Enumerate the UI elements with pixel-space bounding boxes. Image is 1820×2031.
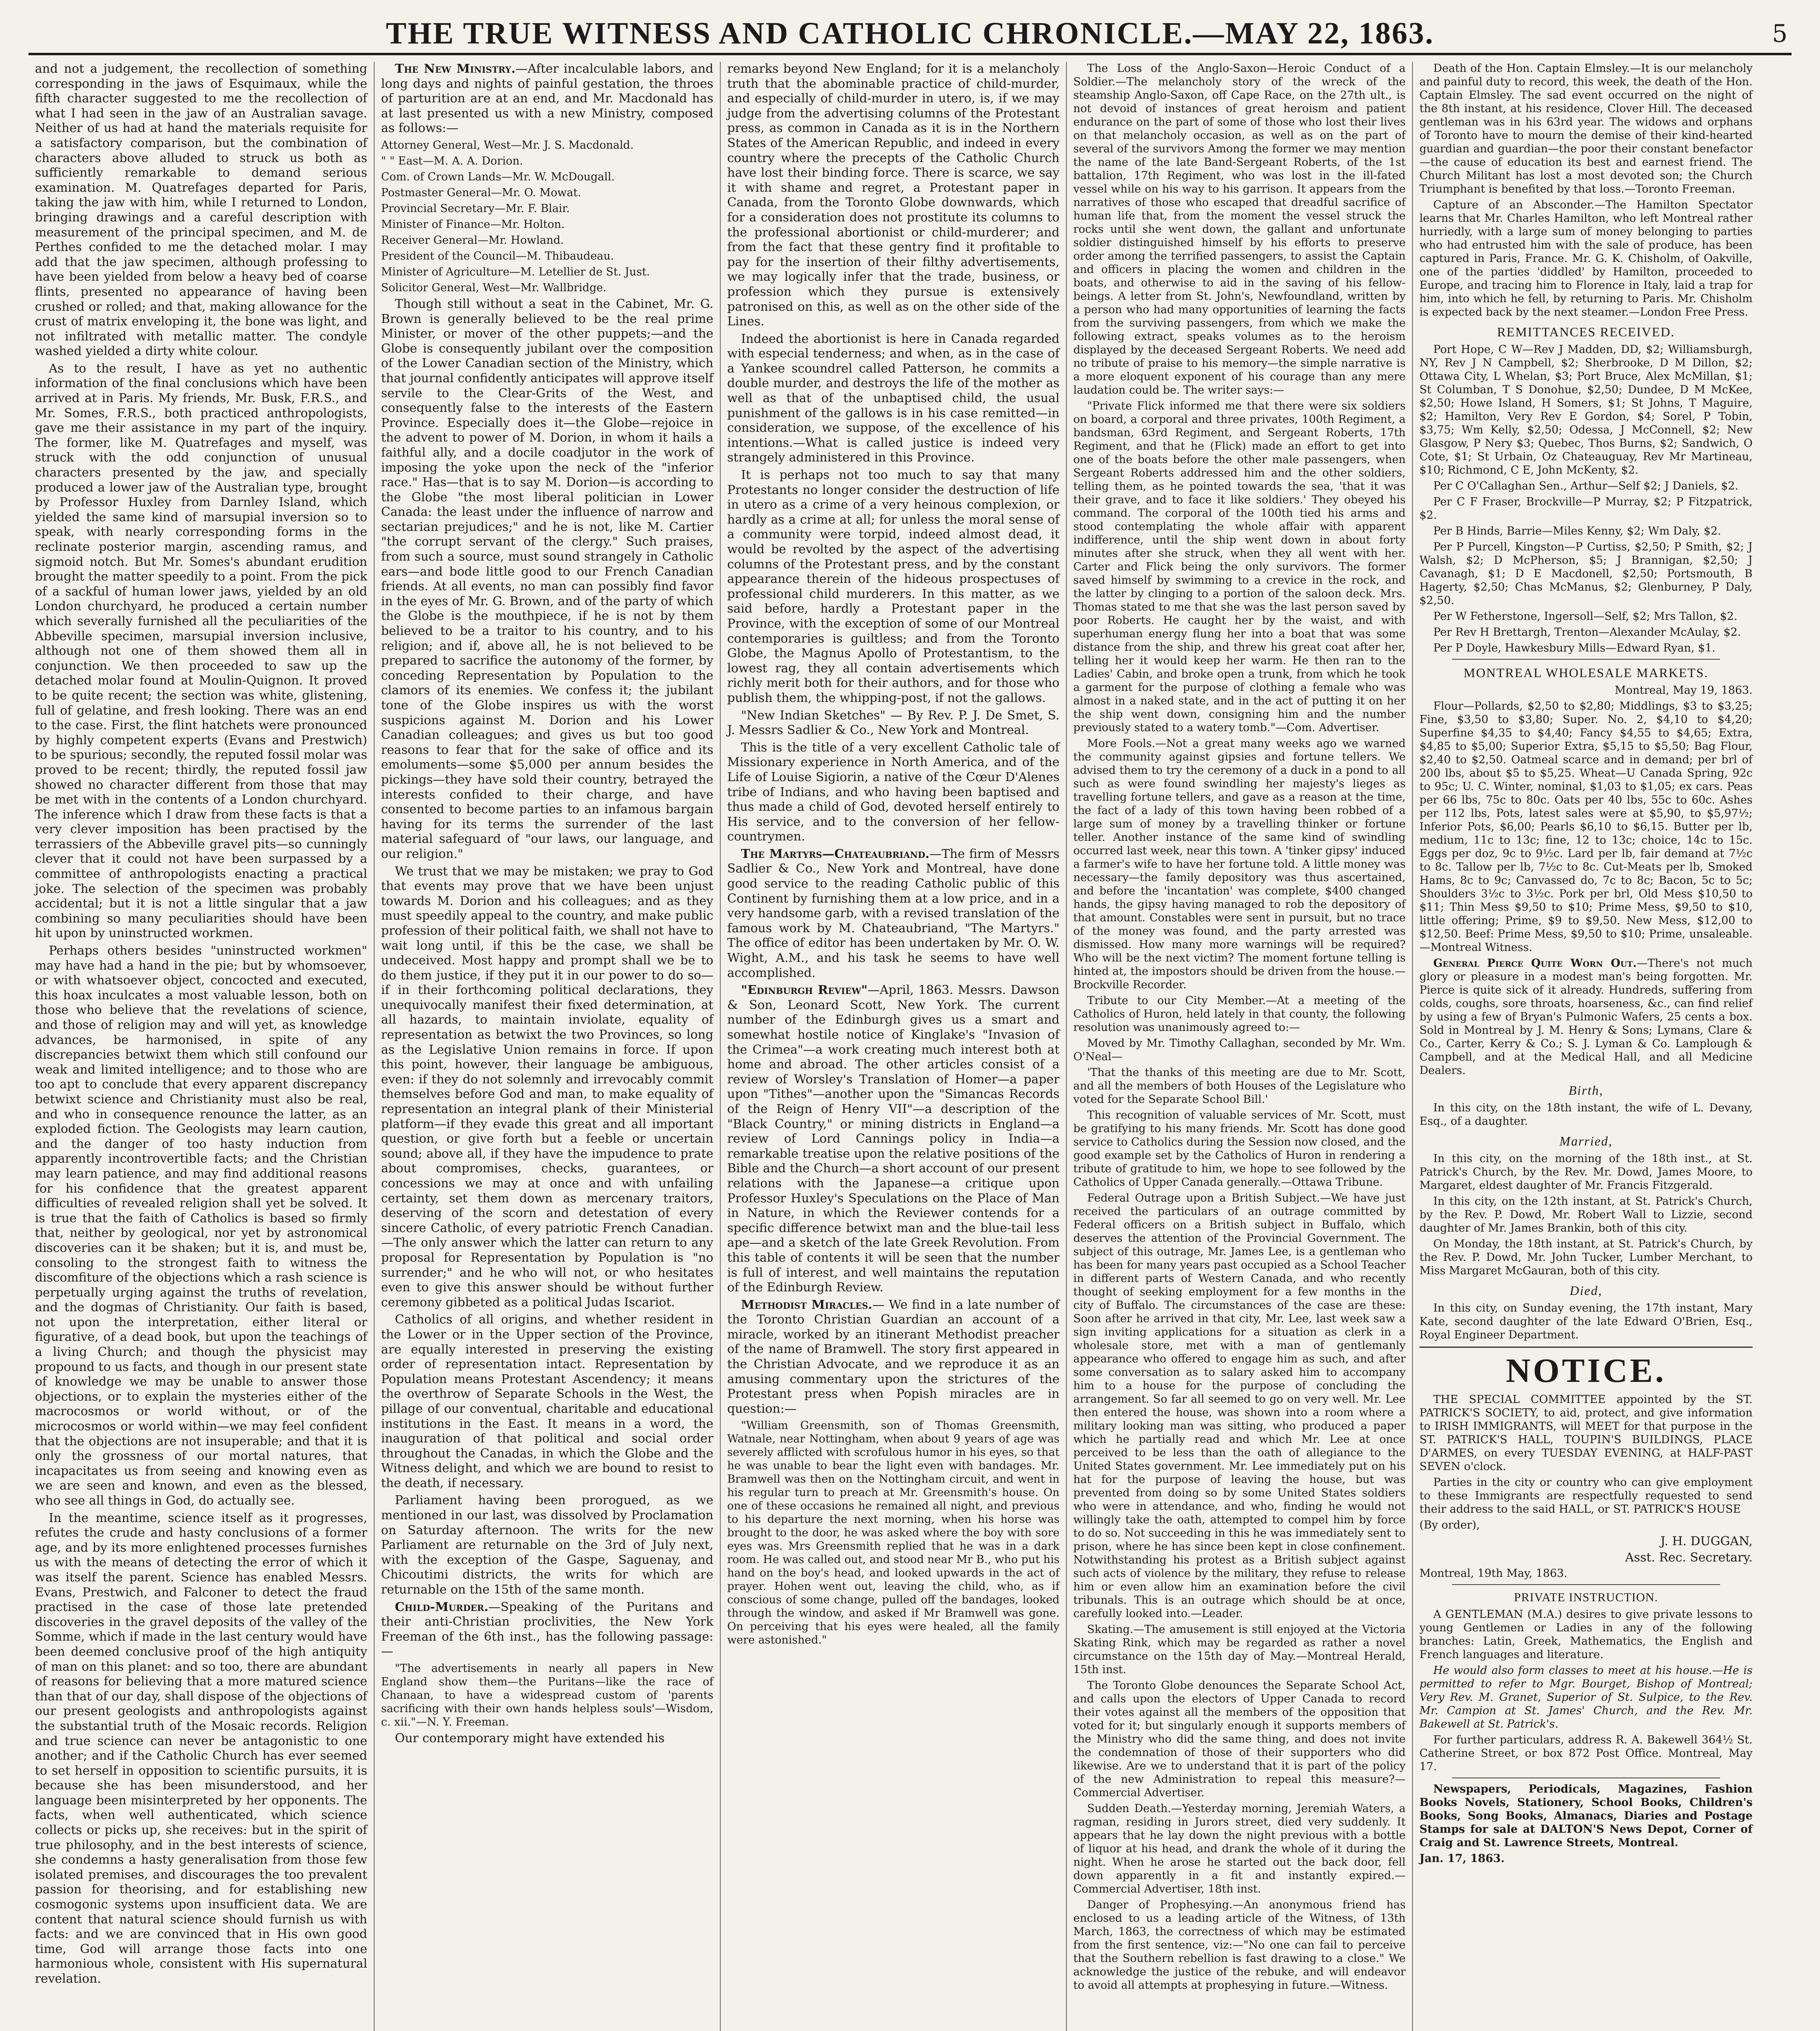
- news-item: Danger of Prophesying.—An anonymous friend has enclosed to us a leading article of the Witness, of 13th March, 1863, the correctness of which may be estimated from the first sentence, viz:—"No one can fail to perceive that the Southern rebellion is fast drawing to a close." We acknowledge the justice of the rebuke, and will endeavor to avoid all attempts at prophesying in future.—Witness.: [1073, 1899, 1406, 1992]
- birth-heading: Birth,: [1569, 1083, 1603, 1098]
- newspaper-page: [28, 16, 1792, 2031]
- marriage-notice: In this city, on the morning of the 18th inst., at St. Patrick's Church, by the Rev. Mr. Dowd, James Moore, to Margaret, eldest daughter of Mr. Francis Fitzgerald.: [1419, 1152, 1753, 1192]
- article-paragraph: and not a judgement, the recollection of something corresponding in the jaws of Esquimaux, while the fifth character suggested to me the recollection of what I had seen in the jaw of an Australian savage. Neither of us had at hand the materials requisite for a satisfactory comparison, but the combination of characters above alluded to struck us both as sufficiently remarkable to demand serious examination. M. Quatrefages departed for Paris, taking the jaw with him, while I returned to London, bringing drawings and a careful description with measurement of the principal specimen, and M. de Perthes confided to me the detached molar. I may add that the jaw specimen, although professing to have been yielded from below a heavy bed of coarse flints, presented no appearance of having been crushed or rolled; and that, making allowance for the crust of matrix enveloping it, the bone was light, and not infiltrated with metallic matter. The condyle washed yielded a dirty white colour.: [35, 62, 367, 359]
- notice-by-order: (By order),: [1419, 1519, 1480, 1531]
- miracles-heading: Methodist Miracles.: [741, 1297, 873, 1312]
- remittance-entry: Per W Fetherstone, Ingersoll—Self, $2; Mrs Tallon, $2.: [1433, 610, 1738, 623]
- column-2: [375, 62, 721, 2031]
- martyrs-heading: The Martyrs—Chateaubriand.: [741, 847, 930, 861]
- ministry-item: " " East—M. A. A. Dorion.: [381, 154, 523, 167]
- dalton-advert-date: Jan. 17, 1863.: [1419, 1852, 1505, 1865]
- death-notice: In this city, on Sunday evening, the 17th instant, Mary Kate, second daughter of the late Edward O'Brien, Esq., Royal Engineer Department.: [1419, 1302, 1753, 1341]
- remittance-entry: Per P Doyle, Hawkesbury Mills—Edward Ryan, $1.: [1433, 642, 1716, 654]
- edinburgh-article: "Edinburgh Review"—April, 1863. Messrs. Dawson & Son, Leonard Scott, New York. The current number of the Edinburgh gives us a smart and somewhat hostile notice of Kinglake's "Invasion of the Crimea"—a work creating much interest both at home and abroad. The other articles consist of a review of Worsley's Translation of Homer—a paper upon "Tithes"—another upon the "Simancas Records of the Reign of Henry VII"—a description of the "Black Country," or mining districts in England—a review of Lord Cannings policy in India—a remarkable treatise upon the relative positions of the Bible and the Church—a short account of our present relations with the Japanese—a critique upon Professor Huxley's Speculations on the Place of Man in Nature, in which the Reviewer contends for a specific difference betwixt man and the blue-tail less ape—and a sketch of the late Greek Revolution. From this table of contents it will be seen that the number is full of interest, and well maintains the reputation of the Edinburgh Review.: [727, 983, 1060, 1295]
- news-item: Death of the Hon. Captain Elmsley.—It is our melancholy and painful duty to record, this week, the death of the Hon. Captain Elmsley. The sad event occurred on the night of the 8th instant, at his residence, Clover Hill. The deceased gentleman was in his 63rd year. The widows and orphans of Toronto have to mourn the demise of their kind-hearted guardian and guardian—the poor their constant benefactor—the cause of education its best and earnest friend. The Church Militant has lost a most devoted son; the Church Triumphant is benefited by that loss.—Toronto Freeman.: [1419, 62, 1753, 195]
- martyrs-article: The Martyrs—Chateaubriand.—The firm of Messrs Sadlier & Co., New York and Montreal, have done good service to the reading Catholic public of this Continent by furnishing them at a low price, and in a very handsome garb, with a revised translation of the famous work by M. Chateaubriand, "The Martyrs." The office of editor has been undertaken by Mr. O. W. Wight, A.M., and his task he seems to have well accomplished.: [727, 847, 1060, 980]
- divider: [1452, 659, 1720, 660]
- remittance-entry: Per C O'Callaghan Sen., Arthur—Self $2; J Daniels, $2.: [1433, 480, 1739, 492]
- child-murder-heading: Child-Murder.: [395, 1600, 489, 1614]
- ministry-item: Attorney General, West—Mr. J. S. Macdonald.: [381, 139, 634, 152]
- notice-text: THE SPECIAL COMMITTEE appointed by the ST. PATRICK'S SOCIETY, to aid, protect, and give information to IRISH IMMIGRANTS, will MEET for that purpose in the ST. PATRICK'S HALL, TOUPIN'S BUILDINGS, PLACE D'ARMES, on every TUESDAY EVENING, at HALF-PAST SEVEN o'clock.: [1419, 1393, 1753, 1473]
- article-paragraph: Indeed the abortionist is here in Canada regarded with especial tenderness; and when, as in the case of a Yankee scoundrel called Patterson, he commits a double murder, and destroys the life of the mother as well as that of the unbaptised child, the usual punishment of the gallows is in his case remitted—in consideration, we suppose, of the excellence of his intentions.—What is called justice is indeed very strangely administered in this Province.: [727, 331, 1060, 465]
- book-notice-text: This is the title of a very excellent Catholic tale of Missionary experience in North America, and of the Life of Louise Sigiorin, a native of the Cœur D'Alenes tribe of Indians, and who having been baptised and thus made a child of God, devoted herself entirely to His service, and to the conversion of her fellow-countrymen.: [727, 740, 1060, 844]
- ministry-item: Minister of Agriculture—M. Letellier de St. Just.: [381, 265, 650, 278]
- news-item: "Private Flick informed me that there were six soldiers on board, a corporal and three privates, 100th Regiment, a bandsman, 63rd Regiment, and Sergeant Roberts, 17th Regiment, and that he (Flick) made an effort to get into one of the boats before the other male passengers, when Sergeant Roberts addressed him and the other soldiers, telling them, as he pointed towards the sea, 'that it was their grave, and to face it like soldiers.' They obeyed his command. The corporal of the 100th tied his arms and stood contemplating the whole affair with apparent indifference, until the ship went down in about forty minutes after she struck, when they all went with her. Carter and Flick being the only survivors. The former saved himself by swimming to a crevice in the rock, and the latter by clinging to a portion of the saloon deck. Mrs. Thomas stated to me that she was the last person saved by poor Roberts. He caught her by the waist, and with superhuman energy flung her into a boat that was some distance from the ship, and threw his great coat after her, telling her it would keep her warm. He then ran to the Ladies' Cabin, and broke open a trunk, from which he took a garment for the purpose of clothing a female who was almost in a naked state, and in the act of putting it on her the ship went down, consigning him and the number previously stated to a watery tomb."—Com. Advertiser.: [1073, 400, 1406, 734]
- notice-heading: NOTICE.: [1419, 1347, 1753, 1390]
- markets-prices: Flour—Pollards, $2,50 to $2,80; Middlings, $3 to $3,25; Fine, $3,50 to $3,80; Super. No. 2, $4,10 to $4,20; Superfine $4,35 to $4,40; Fancy $4,55 to $4,65; Extra, $4,85 to $5,00; Superior Extra, $5,15 to $5,50; Bag Flour, $2,40 to $2,50. Oatmeal scarce and in demand; per brl of 200 lbs, about $5 to $5,25. Wheat—U Canada Spring, 92c to 95c; U. C. Winter, nominal, $1,03 to $1,05; ex cars. Peas per 66 lbs, 75c to 80c. Oats per 40 lbs, 55c to 60c. Ashes per 112 lbs, Pots, latest sales were at $5,90, to $5,97½; Inferior Pots, $6,00; Pearls $6,10 to $6,15. Butter per lb, medium, 11c to 13c; fine, 12 to 13c; choice, 14c to 15c. Eggs per doz, 9c to 9½c. Lard per lb, fair demand at 7½c to 8c. Tallow per lb, 7½c to 8c. Cut-Meats per lb, Smoked Hams, 8c to 9c; Canvassed do, 7c to 8c; Bacon, 5c to 5c; Shoulders 3½c to 3½c. Pork per brl, Old Mess $10,50 to $11; Thin Mess $9,50 to $10; Prime Mess, $9,50 to $10, little offering; Prime, $9 to $9,50. New Mess, $12,00 to $12,50. Beef: Prime Mess, $9,50 to $10; Prime, unsaleable.—Montreal Witness.: [1419, 700, 1753, 954]
- news-item: Skating.—The amusement is still enjoyed at the Victoria Skating Rink, which may be regarded as rather a novel circumstance on the 15th day of May.—Montreal Herald, 15th inst.: [1073, 1623, 1406, 1676]
- masthead-title: THE TRUE WITNESS AND CATHOLIC CHRONICLE.—MAY 22, 1863.: [386, 16, 1434, 50]
- article-paragraph: Parliament having been prorogued, as we mentioned in our last, was dissolved by Proclamation on Saturday afternoon. The writs for the new Parliament are returnable on the 3rd of July next, with the exception of the Gaspe, Saguenay, and Chicoutimi districts, the writs for which are returnable on the 15th of the same month.: [381, 1493, 713, 1597]
- dalton-advert: Newspapers, Periodicals, Magazines, Fashion Books Novels, Stationery, School Books, Children's Books, Song Books, Almanacs, Diaries and Postage Stamps for sale at DALTON'S News Depot, Corner of Craig and St. Lawrence Streets, Montreal.: [1419, 1783, 1753, 1849]
- book-notice-title: "New Indian Sketches" — By Rev. P. J. De Smet, S. J. Messrs Sadlier & Co., New York and Montreal.: [727, 708, 1060, 738]
- ministry-heading: The New Ministry.: [395, 62, 516, 76]
- private-instruction-text: A GENTLEMAN (M.A.) desires to give private lessons to young Gentlemen or Ladies in any of the following branches: Latin, Greek, Mathematics, the English and French languages and literature.: [1419, 1608, 1753, 1661]
- column-4: [1067, 62, 1413, 2031]
- notice-text: Parties in the city or country who can give employment to these Immigrants are respectfully requested to send their address to the said HALL, or ST. PATRICK'S HOUSE: [1419, 1476, 1753, 1516]
- article-paragraph: Catholics of all origins, and whether resident in the Lower or in the Upper section of the Province, are equally interested in preserving the existing order of representation intact. Representation by Population means Protestant Ascendency; it means the overthrow of Separate Schools in the West, the pillage of our conventual, charitable and educational institutions in the East. It means in a word, the inauguration of that political and social order throughout the Canadas, in which the Globe and the Witness delight, and which we are bound to resist to the death, if necessary.: [381, 1312, 713, 1490]
- remittance-entry: Per C F Fraser, Brockville—P Murray, $2; P Fitzpatrick, $2.: [1419, 496, 1753, 522]
- column-1: [28, 62, 375, 2031]
- news-item: The Loss of the Anglo-Saxon—Heroic Conduct of a Soldier.—The melancholy story of the wreck of the steamship Anglo-Saxon, off Cape Race, on the 27th ult., is not devoid of instances of great heroism and patient endurance on the part of some of those who lost their lives on that melancholy occasion, as well as on the part of several of the survivors Among the former we may mention the name of the late Band-Sergeant Roberts, of the 1st battalion, 17th Regiment, who was lost in the ill-fated vessel while on his way to his garrison. It appears from the narratives of those who escaped that dreadful sacrifice of human life that, from the moment the vessel struck the rocks until she went down, the gallant and unfortunate soldier distinguished himself by his efforts to preserve order among the terrified passengers, to assist the Captain and officers in placing the women and children in the boats, and otherwise to aid in the saving of his fellow-beings. A letter from St. John's, Newfoundland, written by a person who had many opportunities of learning the facts from the surviving passengers, from which we make the following extract, speaks volumes as to the heroism displayed by the deceased Sergeant Roberts. We need add no tribute of praise to his memory—the simple narrative is a more eloquent exponent of his courage than any mere laudation could be. The writer says:—: [1073, 62, 1406, 396]
- news-item: Tribute to our City Member.—At a meeting of the Catholics of Huron, held lately in that county, the following resolution was unanimously agreed to:—: [1073, 994, 1406, 1034]
- married-heading: Married,: [1559, 1134, 1613, 1148]
- news-item: This recognition of valuable services of Mr. Scott, must be gratifying to his many friends. Mr. Scott has done good service to Catholics during the Session now closed, and the good example set by the Catholics of Huron in rendering a tribute of gratitude to him, we hope to see followed by the Catholics of Upper Canada generally.—Ottawa Tribune.: [1073, 1109, 1406, 1189]
- ministry-item: Solicitor General, West—Mr. Wallbridge.: [381, 281, 607, 294]
- private-instruction-heading: PRIVATE INSTRUCTION.: [1514, 1591, 1658, 1604]
- ministry-item: President of the Council—M. Thibaudeau.: [381, 249, 614, 262]
- notice-signature-title: Asst. Rec. Secretary.: [1625, 1550, 1753, 1565]
- child-murder-article: Child-Murder.—Speaking of the Puritans and their anti-Christian proclivities, the New York Freeman of the 6th inst., has the following passage:—: [381, 1600, 713, 1659]
- ministry-item: Postmaster General—Mr. O. Mowat.: [381, 186, 581, 199]
- news-item: The Toronto Globe denounces the Separate School Act, and calls upon the electors of Upper Canada to record their votes against all the members of the opposition that voted for it; but singularly enough it supports members of the Ministry who did the same thing, and does not invite the condemnation of those of their supporters who did likewise. Are we to understand that it is part of the policy of the new Administration to repeal this measure?—Commercial Advertiser.: [1073, 1679, 1406, 1799]
- divider: [1452, 1584, 1720, 1585]
- column-5: [1413, 62, 1759, 2031]
- news-item: Moved by Mr. Timothy Callaghan, seconded by Mr. Wm. O'Neal—: [1073, 1037, 1406, 1063]
- remittances-heading: REMITTANCES RECEIVED.: [1497, 325, 1675, 339]
- markets-dateline: Montreal, May 19, 1863.: [1614, 684, 1753, 697]
- page-number: 5: [1772, 19, 1788, 48]
- died-heading: Died,: [1569, 1283, 1603, 1298]
- article-paragraph: As to the result, I have as yet no authentic information of the final conclusions which have been arrived at in Paris. My friends, Mr. Busk, F.R.S., and Mr. Somes, F.R.S., both practiced anthropologists, gave me their assistance in my part of the inquiry. The former, like M. Quatrefages and myself, was struck with the odd conjunction of unusual characters presented by the jaw, and specially produced a lower jaw of the Australian type, brought by Professor Huxley from Darnley Island, which yielded the same kind of marsupial inversion so to speak, with nearly corresponding forms in the reclinate posterior margin, ascending ramus, and sigmoid notch. But Mr. Somes's abundant erudition brought the matter speedily to a point. From the pick of a sackful of human lower jaws, yielded by an old London churchyard, he produced a certain number which severally furnished all the peculiarities of the Abbeville specimen, marsupial inversion inclusive, although not one of them showed them all in conjunction. We then proceeded to saw up the detached molar found at Moulin-Quignon. It proved to be quite recent; the section was white, glistening, full of gelatine, and fresh looking. There was an end to the case. First, the flint hatchets were pronounced by highly competent experts (Evans and Prestwich) to be spurious; secondly, the reputed fossil molar was proved to be recent; thirdly, the reputed fossil jaw showed no character different from those that may be met with in the contents of a London churchyard. The inference which I draw from these facts is that a very clever imposition has been practised by the terrassiers of the Abbeville gravel pits—so cunningly clever that it could not have been surpassed by a committee of anthropologists enacting a practical joke. The selection of the specimen was probably accidental; but it is not a little singular that a jaw combining so many peculiarities should have been hit upon by uninstructed workmen.: [35, 361, 367, 941]
- miracles-article: Methodist Miracles.— We find in a late number of the Toronto Christian Guardian an account of a miracle, worked by an itinerant Methodist preacher of the name of Bramwell. The story first appeared in the Christian Advocate, and we reproduce it as an amusing commentary upon the strictures of the Protestant press when Popish miracles are in question:—: [727, 1297, 1060, 1416]
- news-item: More Fools.—Not a great many weeks ago we warned the community against gipsies and fortune tellers. We advised them to try the ceremony of a duck in a pond to all such as were found swindling her majesty's lieges as travelling fortune tellers, and gave as a reason at the time, the fact of a lady of this town having been robbed of a large sum of money by a travelling thinker or fortune teller. Another instance of the same kind of swindling occurred last week, near this town. A 'tinker gipsy' induced a farmer's wife to have her fortune told. A little money was necessary—the family depository was thus ascertained, and before the 'incantation' was complete, $400 changed hands, the gipsy having managed to rob the depository of that amount. Constables were sent in pursuit, but no trace of the money was found, and the party arrested was dismissed. How many more warnings will be required? Who will be the next victim? The moment fortune telling is hinted at, the impostors should be driven from the house.—Brockville Recorder.: [1073, 737, 1406, 991]
- marriage-notice: In this city, on the 12th instant, at St. Patrick's Church, by the Rev. P. Dowd, Mr. Robert Wall to Lizzie, second daughter of Mr. James Brankin, both of this city.: [1419, 1195, 1753, 1234]
- article-paragraph: We trust that we may be mistaken; we pray to God that events may prove that we have been unjust towards M. Dorion and his colleagues; and as they must speedily appeal to the country, and make public profession of their political faith, we shall not have to wait long until, if this be the case, we shall be undeceived. Most happy and prompt shall we be to do them justice, if they put it in our power to do so—if in their forthcoming political declarations, they unequivocally manifest their fixed determination, at all hazards, to maintain inviolate, equality of representation as betwixt the two Provinces, so long as the Legislative Union remains in force. If upon this point, however, their language be ambiguous, even: if they do not solemnly and irrevocably commit themselves before God and man, to make equality of representation an integral plank of their Ministerial platform—if they evade this great and all important question, or give forth but a feeble or uncertain sound; above all, if they have the impudence to prate about compromises, checks, guarantees, or concessions we may at once and with unfailing certainty, set them down as mercenary traitors, deserving of the scorn and detestation of every sincere Catholic, of every patriotic French Canadian.—The only answer which the latter can return to any proposal for Representation by Population is "no surrender;" and he who will not, or who hesitates even to give this answer should be without further ceremony gibbeted as a political Judas Iscariot.: [381, 864, 713, 1310]
- birth-notice: In this city, on the 18th instant, the wife of L. Devany, Esq., of a daughter.: [1419, 1102, 1753, 1128]
- news-item: 'That the thanks of this meeting are due to Mr. Scott, and all the members of both Houses of the Legislature who voted for the Separate School Bill.': [1073, 1066, 1406, 1106]
- article-paragraph: remarks beyond New England; for it is a melancholy truth that the abominable practice of child-murder, and especially of child-murder in utero, is, if we may judge from the advertising columns of the Protestant press, as common in Canada as it is in the Northern States of the American Republic, and indeed in every country where the precepts of the Catholic Church have lost their binding force. There is scarce, we say it with shame and regret, a Protestant paper in Canada, from the Toronto Globe downwards, which for a consideration does not prostitute its columns to the professional abortionist or child-murderer; and from the fact that these gentry find it profitable to pay for the insertion of their filthy advertisements, we may logically infer that the trade, business, or profession which they pursue is extensively patronised on this, as well as on the other side of the Lines.: [727, 62, 1060, 329]
- ministry-item: Minister of Finance—Mr. Holton.: [381, 218, 565, 231]
- news-item: Sudden Death.—Yesterday morning, Jeremiah Waters, a ragman, residing in Jurors street, died very suddenly. It appears that he lay down the night previous with a bottle of liquor at his head, and drank the whole of it during the night. When he arose he started out the back door, fell down apparently in a fit and instantly expired.—Commercial Advertiser, 18th inst.: [1073, 1802, 1406, 1895]
- article-paragraph: Perhaps others besides "uninstructed workmen" may have had a hand in the pie; but by whomsoever, or with whatsoever object, concocted and executed, this hoax inculcates a most valuable lesson, both on those who believe that the revelations of science, and those of religion may and will yet, as knowledge advances, be harmonised, in spite of any discrepancies betwixt them which still confound our weak and limited intelligence; and to those who are too apt to conclude that every apparent discrepancy betwixt science and Christianity must also be real, and who in consequence renounce the latter, as an exploded fiction. The Geologists may learn caution, and the danger of too hasty induction from apparently incontrovertible facts; and the Christian may learn patience, and may find additional reasons for his confidence that the greatest apparent difficulties of revealed religion shall yet be solved. It is true that the faith of Catholics is based so firmly that, neither by geological, nor yet by astronomical discoveries can it be shaken; but it is, and must be, consoling to the strongest faith to witness the discomfiture of the objections which a rash science is perpetually urging against the truths of revelation, and the dogmas of Christianity. Our faith is based, not upon the interpretation, either literal or figurative, of a dead book, but upon the teachings of a living Church; and though the physicist may propound to us facts, and though in our present state of knowledge we may be unable to answer those objections, or to explain the mysteries either of the macrocosmos or world without, or of the microcosmos or world within—we may feel confident that the objections are not insuperable; and that it is only the grossness of our mortal natures, that incapacitates us from seeing and knowing even as we are seen and known, and even as the blessed, who see all things in God, do actually see.: [35, 944, 367, 1508]
- miracles-quote: "William Greensmith, son of Thomas Greensmith, Watnale, near Nottingham, when about 9 years of age was severely afflicted with scrofulous humor in his eyes, so that he was unable to bear the light even with bandages. Mr. Bramwell was then on the Nottingham circuit, and went in his regular turn to preach at Mr. Greensmith's house. On one of these occasions he remained all night, and previous to his departure the next morning, when his horse was brought to the door, he was asked where the boy with sore eyes was. Mrs Greensmith replied that he was in a dark room. He was called out, and stood near Mr B., who put his hand on the boy's head, and looked upwards in the act of prayer. Hohen went out, leaving the child, who, as if conscious of some change, pulled off the bandages, looked through the window, and asked if Mr Bramwell was gone. On perceiving that his eyes were healed, all the family were astonished.": [727, 1419, 1060, 1647]
- private-instruction-text: He would also form classes to meet at his house.—He is permitted to refer to Mgr. Bourget, Bishop of Montreal; Very Rev. M. Granet, Superior of St. Sulpice, to the Rev. Mr. Campion at St. James' Church, and the Rev. Mr. Bakewell at St. Patrick's.: [1419, 1664, 1753, 1730]
- pierce-heading: General Pierce Quite Worn Out.: [1433, 957, 1637, 970]
- remittance-entry: Per P Purcell, Kingston—P Curtiss, $2,50; P Smith, $2; J Walsh, $2; D McPherson, $5; J Brannigan, $2,50; J Cavanagh, $1; D E Macdonell, $2,50; Portsmouth, B Hagerty, $2,50; Chas McManus, $2; Glenburney, P Daly, $2,50.: [1419, 541, 1753, 607]
- ministry-article: The New Ministry.—After incalculable labors, and long days and nights of painful gestation, the throes of parturition are at an end, and Mr. Macdonald has at last presented us with a new Ministry, composed as follows:—: [381, 62, 713, 136]
- private-instruction-text: For further particulars, address R. A. Bakewell 364½ St. Catherine Street, or box 872 Post Office. Montreal, May 17.: [1419, 1734, 1753, 1773]
- child-murder-quote: "The advertisements in nearly all papers in New England show them—the Puritans—like the race of Chanaan, to have a widespread custom of 'parents sacrificing with their own hands helpless souls'—Wisdom, c. xii."—N. Y. Freeman.: [381, 1662, 713, 1728]
- notice-signature: J. H. DUGGAN,: [1660, 1534, 1753, 1548]
- article-paragraph: Our contemporary might have extended his: [395, 1731, 665, 1745]
- notice-date: Montreal, 19th May, 1863.: [1419, 1567, 1567, 1580]
- pierce-advert: General Pierce Quite Worn Out.—There's not much glory or pleasure in a modest man's being forgotten. Mr. Pierce is quite sick of it already. Hundreds, suffering from colds, coughs, sore throats, hoarseness, &c., can find relief by using a few of Bryan's Pulmonic Wafers, 25 cents a box. Sold in Montreal by J. M. Henry & Sons; Lymans, Clare & Co., Carter, Kerry & Co.; S. J. Lyman & Co. Lamplough & Campbell, and at the Medical Hall, and all Medicine Dealers.: [1419, 957, 1753, 1077]
- article-paragraph: Though still without a seat in the Cabinet, Mr. G. Brown is generally believed to be the real prime Minister, or mover of the other puppets;—and the Globe is consequently jubilant over the composition of the Lower Canadian section of the Ministry, which that journal confidently anticipates will approve itself servile to the Clear-Grits of the West, and consequently false to the interests of the Eastern Province. Especially does it—the Globe—rejoice in the advent to power of M. Dorion, in whom it hails a faithful ally, and a docile coadjutor in the work of imposing the yoke upon the neck of the "inferior race." Has—that is to say M. Dorion—is according to the Globe "the most liberal politician in Lower Canada: the least under the influence of narrow and sectarian prejudices;" and he is not, like M. Cartier "the corrupt servant of the clergy." Such praises, from such a source, must sound strangely in Catholic ears—and bode little good to our French Canadian friends. At all events, no man can possibly find favor in the eyes of Mr. G. Brown, and of the party of which the Globe is the mouthpiece, if he is not by them believed to be a traitor to his country, and to his religion; and if, above all, he is not believed to be prepared to sacrifice the autonomy of the former, by conceding Representation by Population to the clamors of its enemies. We confess it; the jubilant tone of the Globe inspires us with the worst suspicions against M. Dorion and his Lower Canadian colleagues; and gives us but too good reasons to fear that for the sake of office and its emoluments—some $5,000 per annum besides the pickings—they have sold their country, betrayed the interests confided to their charge, and have consented to become parties to an infamous bargain having for its terms the surrender of the last material safeguard of "our laws, our language, and our religion.": [381, 297, 713, 861]
- masthead: [28, 16, 1792, 55]
- remittance-entry: Port Hope, C W—Rev J Madden, DD, $2; Williamsburgh, NY, Rev J N Campbell, $2; Sherbrooke, D M Dillon, $2; Ottawa City, L Whelan, $3; Port Bruce, Alex McMillan, $1; St Columban, T S Donohue, $2,50; Dundee, D M McKee, $2,50; Howe Island, H Somers, $1; St Johns, T Maguire, $2; Hamilton, Very Rev E Gordon, $4; Sorel, P Tobin, $3,75; Wm Kelly, $2,50; Odessa, J McConnell, $2; New Glasgow, P Nery $3; Quebec, Thos Burns, $2; Sandwich, O Cote, $1; St Urbain, Oz Chateauguay, Rev Mr Martineau, $10; Richmond, C E, John McKenty, $2.: [1419, 343, 1753, 476]
- ministry-item: Receiver General—Mr. Howland.: [381, 234, 564, 247]
- news-item: Capture of an Absconder.—The Hamilton Spectator learns that Mr. Charles Hamilton, who left Montreal rather hurriedly, with a large sum of money belonging to parties who had entrusted him with the sale of produce, has been captured in Paris, France. Mr. G. K. Chisholm, of Oakville, one of the parties 'diddled' by Hamilton, proceeded to Europe, and tracing him to Florence in Italy, laid a trap for him, into which he fell, by returning to Paris. Mr. Chisholm is expected back by the next steamer.—London Free Press.: [1419, 199, 1753, 318]
- article-paragraph: It is perhaps not too much to say that many Protestants no longer consider the destruction of life in utero as a crime of a very heinous complexion, or hardly as a crime at all; for unless the moral sense of a community were torpid, indeed almost dead, it would be revolted by the aspect of the advertising columns of the Protestant press, and by the constant appearance therein of the hideous prospectuses of professional child murderers. In this matter, as we said before, hardly a Protestant paper in the Province, with the exception of some of our Montreal contemporaries is guiltless; and from the Toronto Globe, the Magnus Apollo of Protestantism, to the lowest rag, they all contain advertisements which richly merit both for their authors, and for those who publish them, the whipping-post, if not the gallows.: [727, 468, 1060, 705]
- news-item: Federal Outrage upon a British Subject.—We have just received the particulars of an outrage committed by Federal officers on a British subject in Buffalo, which deserves the attention of the Provincial Government. The subject of this outrage, Mr. James Lee, is a gentleman who has been for many years past occupied as a School Teacher in different parts of Western Canada, and who recently thought of seeking employment for a few months in the city of Buffalo. The circumstances of the case are these: Soon after he arrived in that city, Mr. Lee, last week saw a sign inviting applications for a situation as clerk in a wholesale store, met with a man of gentlemanly appearance who offered to engage him as such, and after some conversation as to salary asked him to accompany him to a house for the purpose of concluding the arrangement. So far all seemed to go on very well. Mr. Lee then entered the house, was shown into a room where a military looking man was sitting, who produced a paper which he partially read and which Mr. Lee at once perceived to be less than the oath of allegiance to the United States government. Mr. Lee immediately put on his hat for the purpose of leaving the house, but was prevented from doing so by some United States soldiers who were in attendance, and who, finding he would not willingly take the oath, attempted to compel him by force to do so. Not succeeding in this he was immediately sent to prison, where he has since been kept in close confinement. Notwithstanding his protest as a British subject against such acts of violence by the military, they refuse to release him or even allow him an examination before the civil tribunals. This is an outrage which should be at once, carefully looked into.—Leader.: [1073, 1192, 1406, 1620]
- ministry-item: Provincial Secretary—Mr. F. Blair.: [381, 202, 570, 215]
- article-paragraph: In the meantime, science itself as it progresses, refutes the crude and hasty conclusions of a former age, and by its more enlightened processes furnishes us with the means of detecting the error of which it was itself the parent. Science has enabled Messrs. Evans, Prestwich, and Falconer to detect the fraud practised in the case of those late pretended discoveries in the gravel deposits of the valley of the Somme, which if made in the last century would have been deemed conclusive proof of the high antiquity of man on this planet: and so too, there are abundant of reasons for believing that a more matured science than that of our day, shall dispose of the objections of our present geologists and anthropologists against the substantial truth of the Mosaic records. Religion and true science can never be antagonistic to one another; and if the Catholic Church has ever seemed to set herself in opposition to scientific pursuits, it is because she has been misunderstood, and her language been misinterpreted by her opponents. The facts, when well authenticated, which science collects or picks up, she receives: but in the spirit of true philosophy, and in the best interests of science, she condemns a hasty generalisation from those few isolated premises, and discourages the too prevalent passion for theorising, and for establishing new cosmogonic systems upon insufficient data. We are content that natural science should furnish us with facts: and we are convinced that in His own good time, God will arrange those facts into one harmonious whole, consistent with His supernatural revelation.: [35, 1511, 367, 1986]
- markets-heading: MONTREAL WHOLESALE MARKETS.: [1463, 665, 1709, 680]
- marriage-notice: On Monday, the 18th instant, at St. Patrick's Church, by the Rev. P. Dowd, Mr. John Tucker, Lumber Merchant, to Miss Margaret McGauran, both of this city.: [1419, 1238, 1753, 1277]
- remittance-entry: Per B Hinds, Barrie—Miles Kenny, $2; Wm Daly, $2.: [1433, 525, 1721, 537]
- columns: [28, 62, 1792, 2031]
- remittance-entry: Per Rev H Brettargh, Trenton—Alexander McAulay, $2.: [1433, 626, 1741, 639]
- ministry-item: Com. of Crown Lands—Mr. W. McDougall.: [381, 170, 615, 183]
- edinburgh-heading: "Edinburgh Review": [741, 983, 868, 998]
- column-3: [721, 62, 1067, 2031]
